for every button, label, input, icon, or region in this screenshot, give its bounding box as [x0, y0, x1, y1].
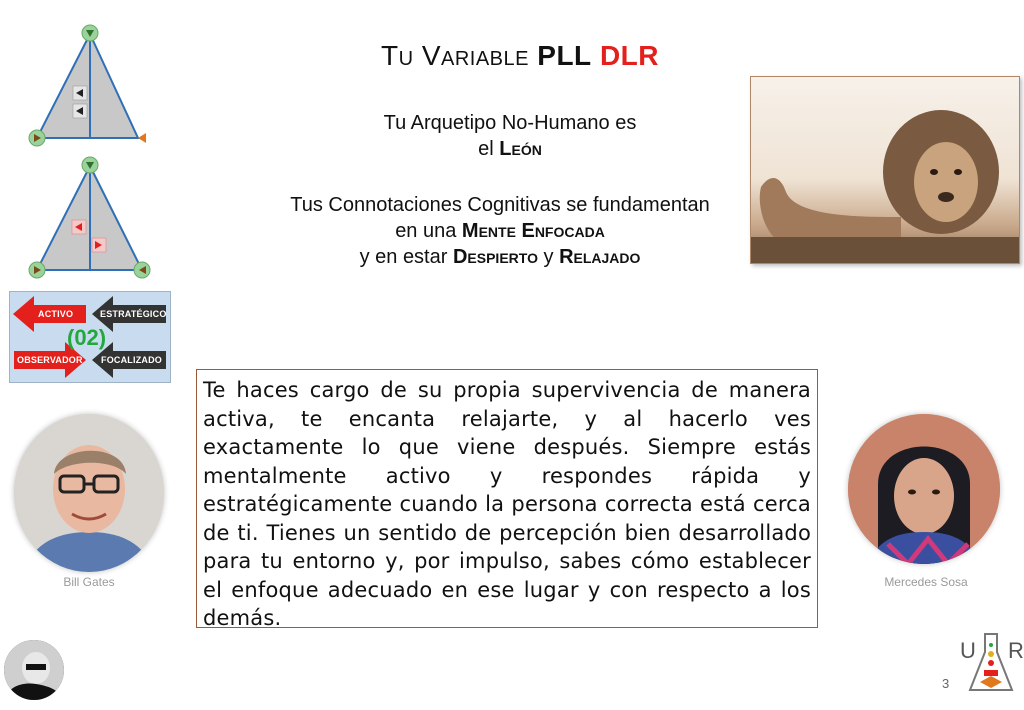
description-box [196, 369, 818, 628]
legend-activo: ACTIVO [38, 309, 74, 319]
connotations-prefix: en una [395, 220, 457, 242]
connotations-state2: Relajado [559, 246, 641, 268]
avatar-illustration [4, 640, 64, 700]
connotations-state1: Despierto [452, 246, 538, 268]
connotations-line2 [230, 218, 770, 244]
archetype-text [300, 110, 720, 162]
triangle-diagram-bottom [20, 152, 160, 282]
connotations-text [230, 192, 770, 270]
lion-image [750, 76, 1020, 264]
description-text: Te haces cargo de su propia supervivencia de manera activa, te encanta relajarte, y al hacerlo ves exactamente lo que viene después. Siempre estás mentalmente activo y respondes rápida y estratégicamente cuando la persona correcta está cerca de ti. Tienes un sentido de percepción bien desarrollado para tu entorno y, por impulso, sabes cómo establecer el enfoque adecuado en ese lugar y con respecto a los demás. [203, 378, 811, 630]
triangle-diagram-top [20, 20, 160, 150]
portrait-right [848, 414, 1000, 564]
connotations-mind: Mente Enfocada [461, 220, 605, 242]
flask-logo [958, 630, 1024, 696]
portrait-right-illustration [848, 414, 1000, 564]
connotations-and: y [543, 246, 554, 268]
caption-left: Bill Gates [63, 575, 115, 589]
lion-illustration [751, 77, 1019, 263]
legend-focalizado: FOCALIZADO [101, 355, 162, 365]
author-avatar [4, 640, 64, 700]
legend-estrategico: ESTRATÉGICO [100, 309, 167, 319]
archetype-animal: León [499, 138, 542, 160]
logo-letter-u: U [960, 638, 976, 663]
title-prefix: Tu Variable [381, 40, 529, 71]
flask-icon [958, 630, 1024, 696]
slide-title [300, 40, 740, 72]
title-code-red: DLR [599, 40, 659, 71]
legend-observador: OBSERVADOR [17, 355, 83, 365]
logo-letter-r: R [1008, 638, 1024, 663]
connotations-line3 [230, 244, 770, 270]
legend-code: (02) [67, 325, 107, 350]
title-code-dark: PLL [537, 40, 592, 71]
caption-right: Mercedes Sosa [884, 575, 968, 589]
connotations-prefix2: y en estar [359, 246, 448, 268]
connotations-line1: Tus Connotaciones Cognitivas se fundamentan [290, 194, 710, 216]
archetype-line1: Tu Arquetipo No-Humano es [383, 112, 637, 134]
arrow-legend [9, 291, 171, 383]
archetype-prefix: el [478, 138, 494, 160]
archetype-line2 [300, 136, 720, 162]
portrait-left-illustration [14, 414, 164, 572]
portrait-left [14, 414, 164, 572]
page-number: 3 [942, 676, 950, 691]
